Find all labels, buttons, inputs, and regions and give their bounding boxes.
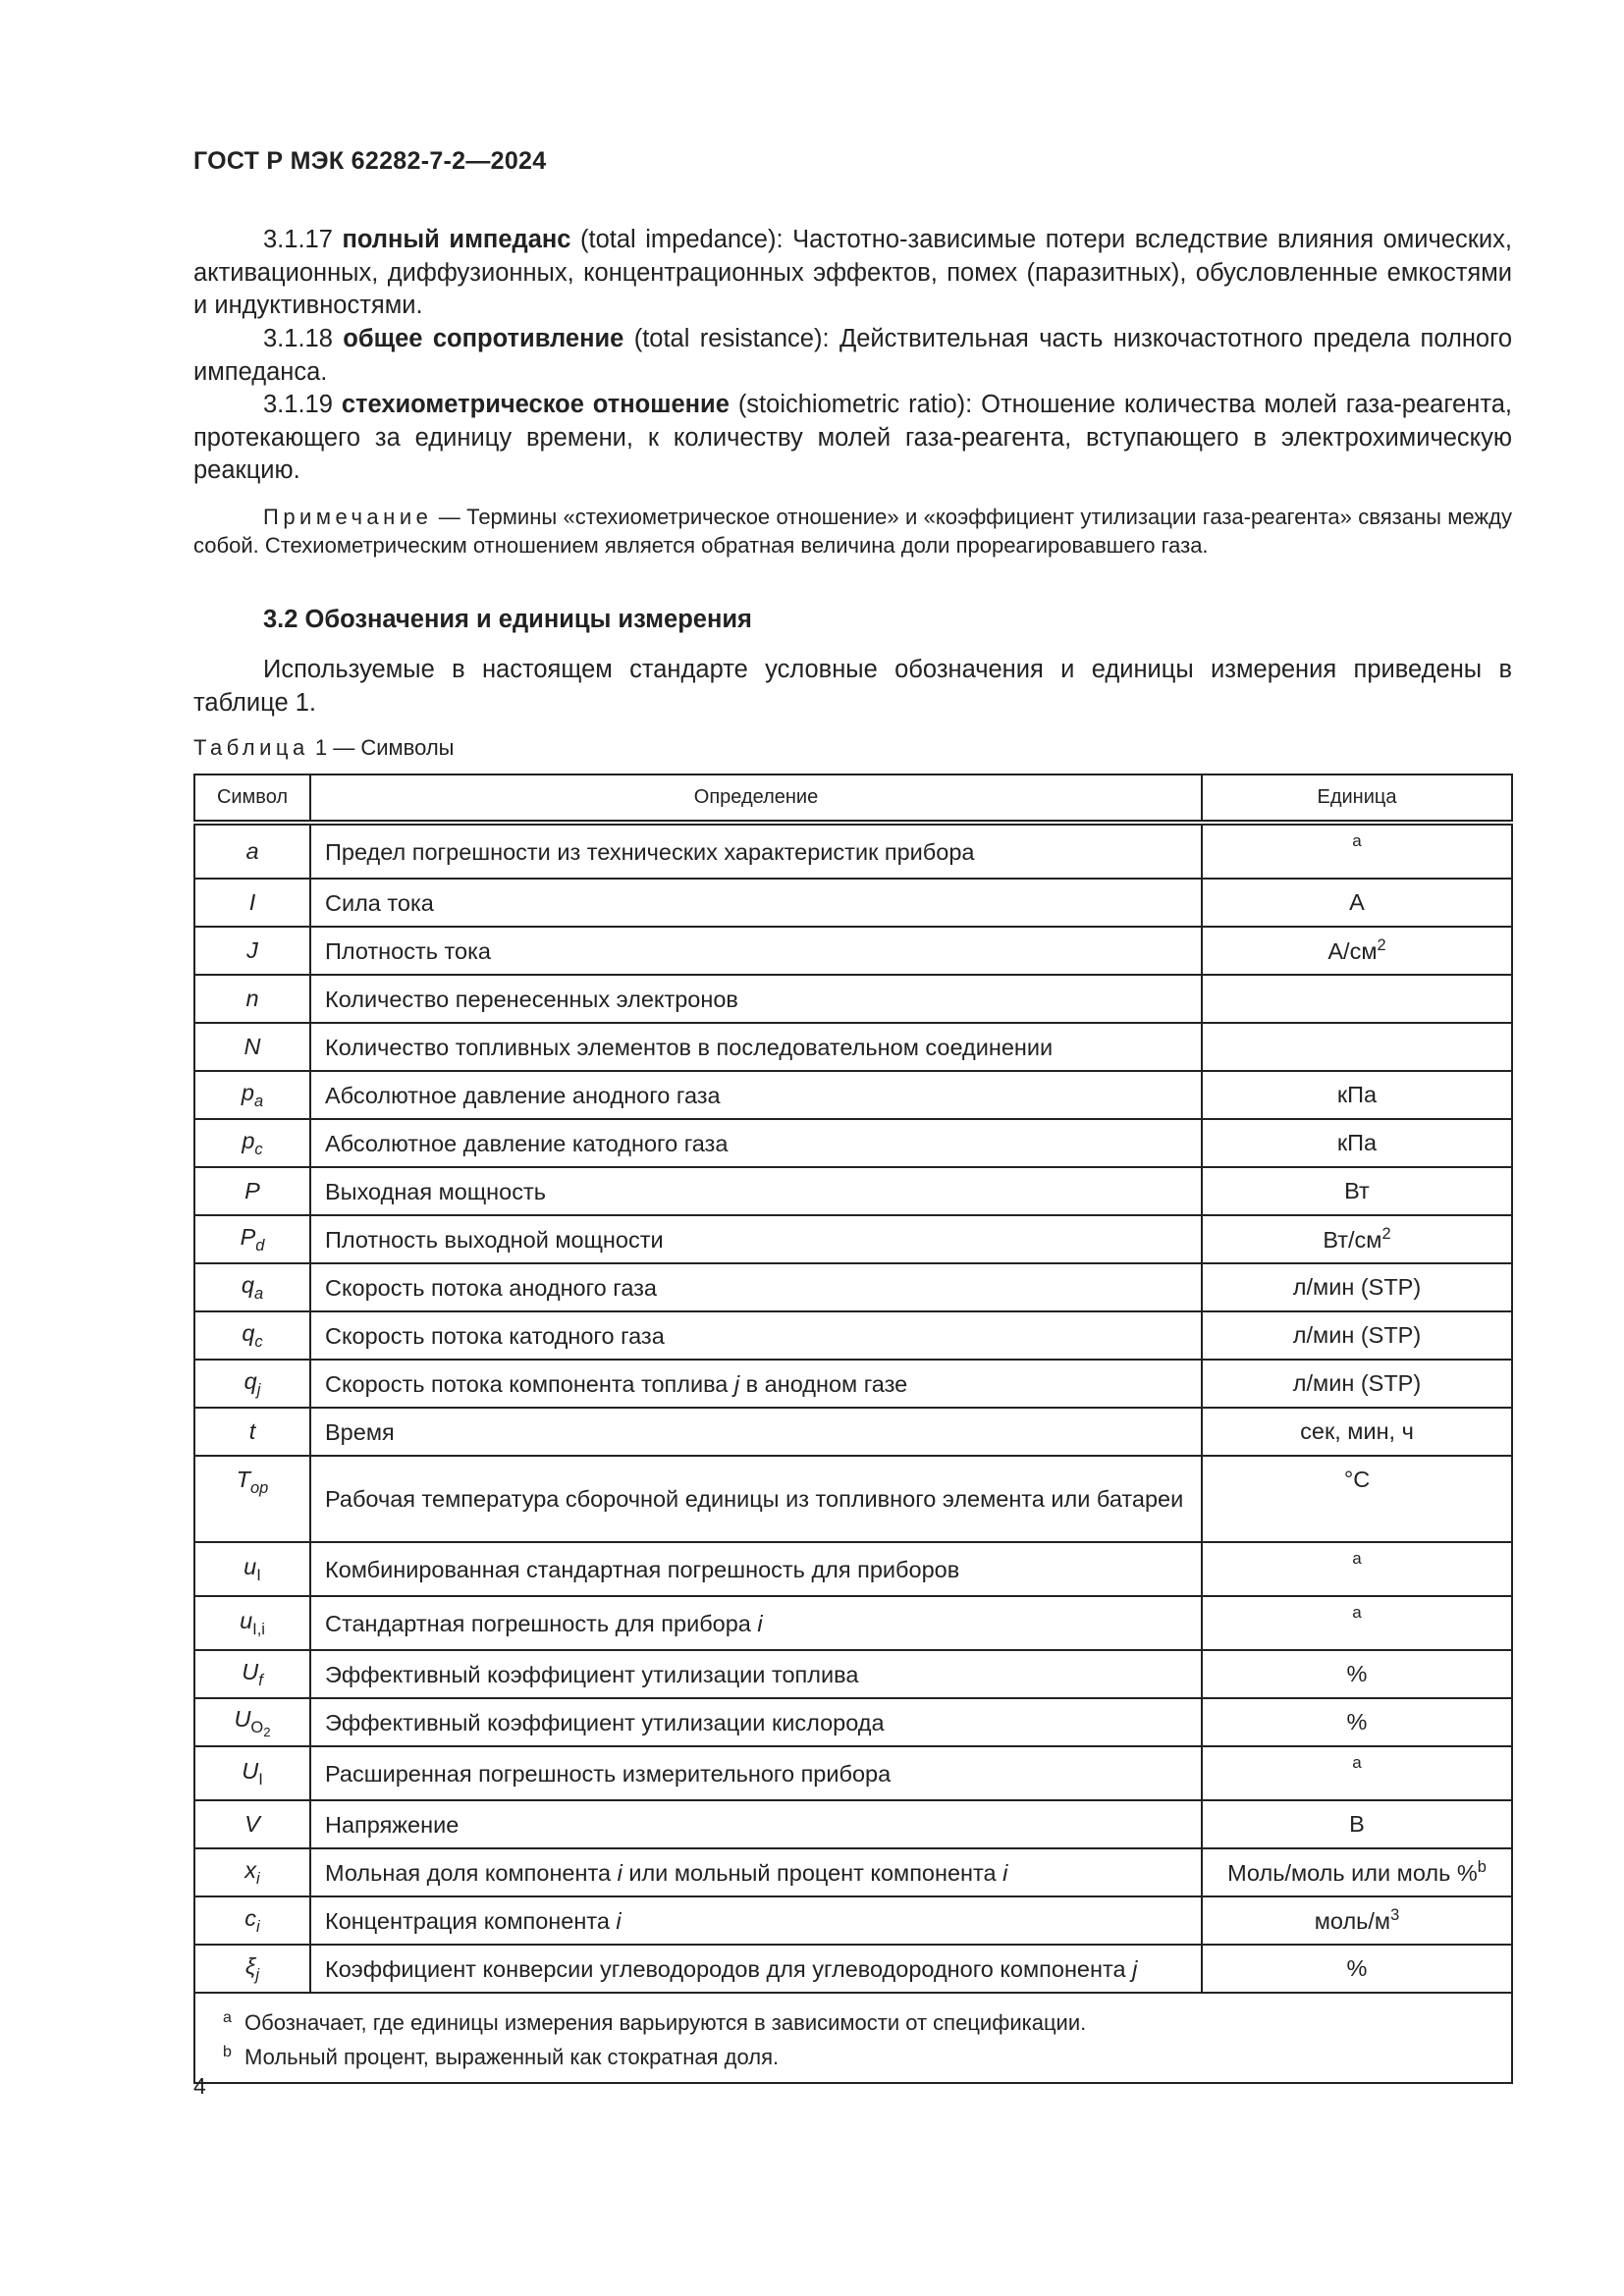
unit-cell: % [1202,1945,1512,1993]
definition-cell: Плотность выходной мощности [310,1215,1202,1263]
section-intro [193,654,1512,720]
symbol-cell: $U_f$ [194,1650,310,1698]
table-row [194,1848,1512,1896]
table-header-row [194,774,1512,823]
table-row [194,1698,1512,1746]
symbol-cell: $q_a$ [194,1263,310,1311]
symbol-cell: $q_j$ [194,1360,310,1408]
table-caption [193,735,455,761]
footnote-b: b Мольный процент, выраженный как стократная доля. [223,2044,780,2069]
definition-cell: Коэффициент конверсии углеводородов для углеводородного компонента j [310,1945,1202,1993]
symbol-cell: $u_I$ [194,1542,310,1596]
table-row [194,975,1512,1023]
definition-cell: Количество топливных элементов в последовательном соединении [310,1023,1202,1071]
section-heading: 3.2 Обозначения и единицы измерения [263,606,752,633]
section-intro-text: Используемые в настоящем стандарте условные обозначения и единицы измерения приведены в таблице 1. [193,656,1512,717]
definition-text: Отношение количества молей газа-реагента, протекающего за единицу времени, к количеству молей газа-реагента, вступающего в электрохимическую реакцию. [193,391,1512,484]
definition-cell: Выходная мощность [310,1167,1202,1215]
symbol-cell: t [194,1408,310,1456]
symbol-cell: $u_{I,i}$ [194,1596,310,1650]
definition-cell: Абсолютное давление анодного газа [310,1071,1202,1119]
table-footnotes-row [194,1993,1512,2083]
definition-cell: Время [310,1408,1202,1456]
symbol-cell: $x_i$ [194,1848,310,1896]
definition-cell: Сила тока [310,879,1202,927]
definition-english: (total impedance): [580,226,784,253]
symbol-cell: $P_d$ [194,1215,310,1263]
unit-cell: A [1202,879,1512,927]
definition-term: полный импеданс [342,226,571,253]
table-row [194,1650,1512,1698]
unit-cell: Вт [1202,1167,1512,1215]
table-row [194,1360,1512,1408]
definition-cell: Абсолютное давление катодного газа [310,1119,1202,1167]
unit-cell: % [1202,1698,1512,1746]
symbol-cell: $q_c$ [194,1311,310,1360]
symbol-cell: $\xi_j$ [194,1945,310,1993]
table-row [194,879,1512,927]
definition-text: Действительная часть низкочастотного предела полного импеданса. [193,325,1513,386]
unit-cell: a [1202,1746,1512,1800]
definition-term: общее сопротивление [343,325,624,352]
unit-cell: л/мин (STP) [1202,1263,1512,1311]
unit-cell: a [1202,1596,1512,1650]
definition-3-1-18 [193,323,1512,389]
table-row [194,1542,1512,1596]
table-row [194,1311,1512,1360]
definition-cell: Скорость потока катодного газа [310,1311,1202,1360]
column-header-symbol: Символ [194,774,310,823]
symbol-cell: $U_I$ [194,1746,310,1800]
definition-cell: Количество перенесенных электронов [310,975,1202,1023]
unit-cell: кПа [1202,1119,1512,1167]
symbol-cell: J [194,927,310,975]
symbol-cell: $p_c$ [194,1119,310,1167]
table-row [194,1746,1512,1800]
definition-cell: Напряжение [310,1800,1202,1848]
definition-number: 3.1.17 [263,226,333,253]
symbol-cell: $p_a$ [194,1071,310,1119]
column-header-unit: Единица [1202,774,1512,823]
definition-cell: Стандартная погрешность для прибора i [310,1596,1202,1650]
table-row [194,927,1512,975]
definition-number: 3.1.18 [263,325,333,352]
symbol-cell: $U_{O_2}$ [194,1698,310,1746]
symbol-cell: N [194,1023,310,1071]
definition-3-1-17 [193,224,1512,323]
table-row [194,823,1512,879]
column-header-definition: Определение [310,774,1202,823]
unit-cell [1202,975,1512,1023]
unit-cell: $А/см^2$ [1202,927,1512,975]
table-caption-label: Таблица [193,735,309,760]
unit-cell: a [1202,823,1512,879]
unit-cell: a [1202,1542,1512,1596]
definition-number: 3.1.19 [263,391,333,418]
definition-cell: Рабочая температура сборочной единицы из топливного элемента или батареи [310,1456,1202,1542]
symbol-cell: P [194,1167,310,1215]
unit-cell: Моль/моль или моль %$^b$ [1202,1848,1512,1896]
note [193,504,1512,560]
definition-cell: Эффективный коэффициент утилизации кислорода [310,1698,1202,1746]
definition-cell: Плотность тока [310,927,1202,975]
unit-cell [1202,1023,1512,1071]
table-row [194,1119,1512,1167]
table-row [194,1263,1512,1311]
symbol-cell: a [194,823,310,879]
unit-cell: °C [1202,1456,1512,1542]
table-row [194,1167,1512,1215]
definition-term: стехиометрическое отношение [341,391,730,418]
definition-cell: Скорость потока компонента топлива j в анодном газе [310,1360,1202,1408]
symbol-cell: I [194,879,310,927]
footnote-a: a Обозначает, где единицы измерения варьируются в зависимости от спецификации. [223,2009,1087,2035]
definition-cell: Предел погрешности из технических характеристик прибора [310,823,1202,879]
unit-cell: сек, мин, ч [1202,1408,1512,1456]
note-text: — Термины «стехиометрическое отношение» и «коэффициент утилизации газа-реагента» связаны между собой. Стехиометрическим отношением является обратная величина доли прореагировавшего газа. [193,505,1512,558]
definition-3-1-19 [193,389,1512,488]
table-row [194,1215,1512,1263]
table-row [194,1596,1512,1650]
definition-english: (stoichiometric ratio): [737,391,973,418]
definition-cell: Комбинированная стандартная погрешность для приборов [310,1542,1202,1596]
definition-english: (total resistance): [633,325,830,352]
table-row [194,1800,1512,1848]
table-row [194,1945,1512,1993]
definition-cell: Мольная доля компонента i или мольный процент компонента i [310,1848,1202,1896]
definition-cell: Концентрация компонента i [310,1896,1202,1945]
table-row [194,1896,1512,1945]
symbol-cell: $T_{op}$ [194,1456,310,1542]
table-caption-text: 1 — Символы [314,735,455,760]
page-number: 4 [193,2073,206,2099]
unit-cell: % [1202,1650,1512,1698]
unit-cell: В [1202,1800,1512,1848]
unit-cell: кПа [1202,1071,1512,1119]
unit-cell: моль/$м^3$ [1202,1896,1512,1945]
symbol-cell: n [194,975,310,1023]
table-row [194,1071,1512,1119]
definition-cell: Расширенная погрешность измерительного прибора [310,1746,1202,1800]
document-header: ГОСТ Р МЭК 62282-7-2—2024 [193,147,547,175]
definition-text: Частотно-зависимые потери вследствие влияния омических, активационных, диффузионных, концентрационных эффектов, помех (паразитных), обусловленные емкостями и индуктивностями. [193,226,1513,319]
definition-cell: Скорость потока анодного газа [310,1263,1202,1311]
symbols-table [193,774,1513,2084]
unit-cell: л/мин (STP) [1202,1311,1512,1360]
table-row [194,1408,1512,1456]
symbol-cell: $c_i$ [194,1896,310,1945]
unit-cell: л/мин (STP) [1202,1360,1512,1408]
definition-cell: Эффективный коэффициент утилизации топлива [310,1650,1202,1698]
table-row [194,1023,1512,1071]
table-row [194,1456,1512,1542]
symbol-cell: V [194,1800,310,1848]
table-footnotes [194,1993,1512,2083]
note-label: Примечание [263,505,433,529]
unit-cell: $Вт/см^2$ [1202,1215,1512,1263]
